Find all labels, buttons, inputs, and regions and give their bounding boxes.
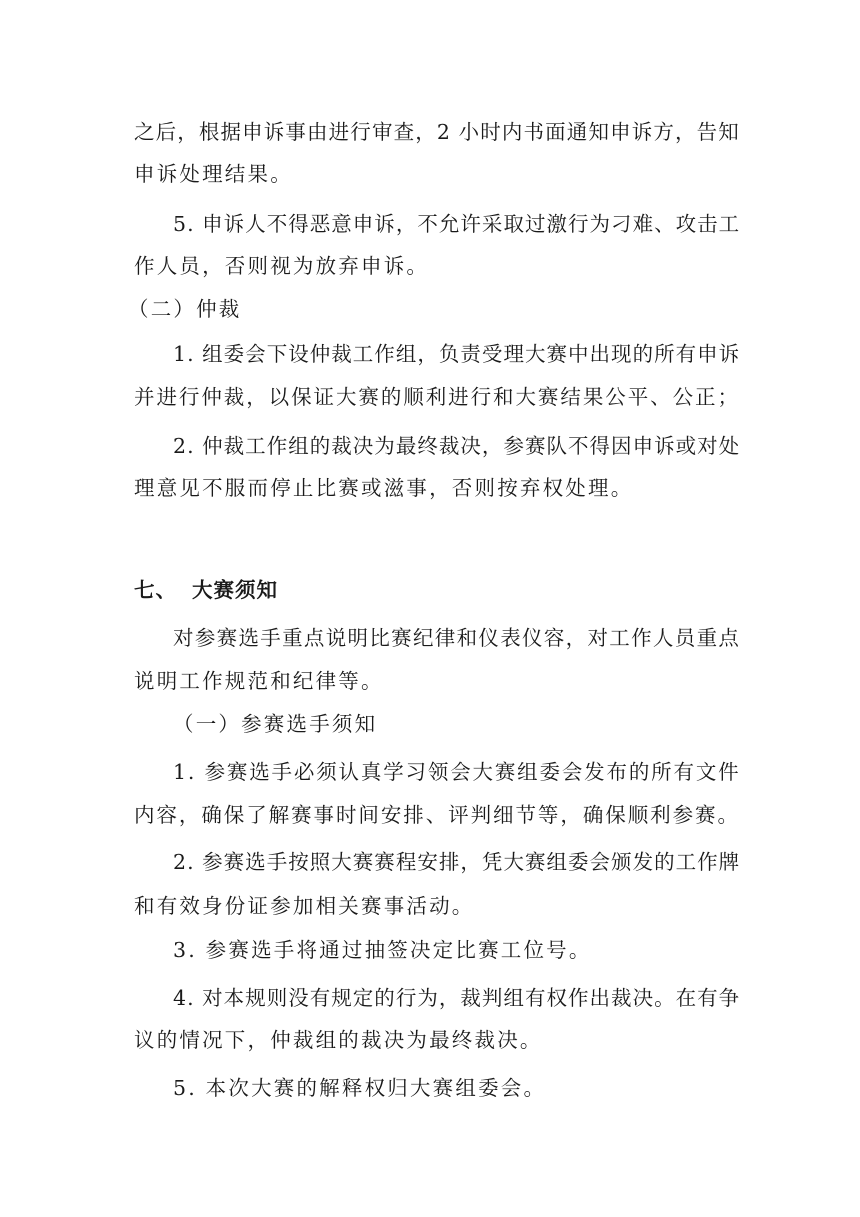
paragraph-line: 3. 参赛选手将通过抽签决定比赛工位号。 — [173, 938, 592, 962]
paragraph-line: 5. 申诉人不得恶意申诉，不允许采取过激行为刁难、攻击工 — [173, 212, 741, 236]
paragraph-line: 2. 仲裁工作组的裁决为最终裁决，参赛队不得因申诉或对处 — [173, 434, 741, 458]
section-number: 七、 — [134, 578, 177, 602]
paragraph-line: 对参赛选手重点说明比赛纪律和仪表仪容，对工作人员重点 — [173, 626, 741, 650]
paragraph-line: 理意见不服而停止比赛或滋事，否则按弃权处理。 — [134, 476, 634, 500]
paragraph-line: 4. 对本规则没有规定的行为，裁判组有权作出裁决。在有争 — [173, 986, 741, 1010]
paragraph-line: 之后，根据申诉事由进行审查，2 小时内书面通知申诉方，告知 — [134, 120, 740, 144]
paragraph-line: 作人员，否则视为放弃申诉。 — [134, 254, 430, 278]
paragraph-line: 并进行仲裁，以保证大赛的顺利进行和大赛结果公平、公正； — [134, 385, 740, 409]
paragraph-line: 和有效身份证参加相关赛事活动。 — [134, 894, 475, 918]
paragraph-line: 议的情况下，仲裁组的裁决为最终裁决。 — [134, 1028, 543, 1052]
paragraph-line: 5. 本次大赛的解释权归大赛组委会。 — [173, 1076, 547, 1100]
paragraph-line: 申诉处理结果。 — [134, 162, 293, 186]
paragraph-line: 1. 参赛选手必须认真学习领会大赛组委会发布的所有文件 — [173, 760, 741, 784]
section-title: 大赛须知 — [192, 578, 278, 602]
section-subheading: （一）参赛选手须知 — [173, 712, 378, 736]
section-subheading: （二）仲裁 — [128, 297, 242, 321]
paragraph-line: 说明工作规范和纪律等。 — [134, 669, 384, 693]
paragraph-line: 内容，确保了解赛事时间安排、评判细节等，确保顺利参赛。 — [134, 803, 740, 827]
paragraph-line: 1. 组委会下设仲裁工作组，负责受理大赛中出现的所有申诉 — [173, 342, 741, 366]
section-heading — [134, 577, 278, 603]
paragraph-line: 2. 参赛选手按照大赛赛程安排，凭大赛组委会颁发的工作牌 — [173, 850, 741, 874]
